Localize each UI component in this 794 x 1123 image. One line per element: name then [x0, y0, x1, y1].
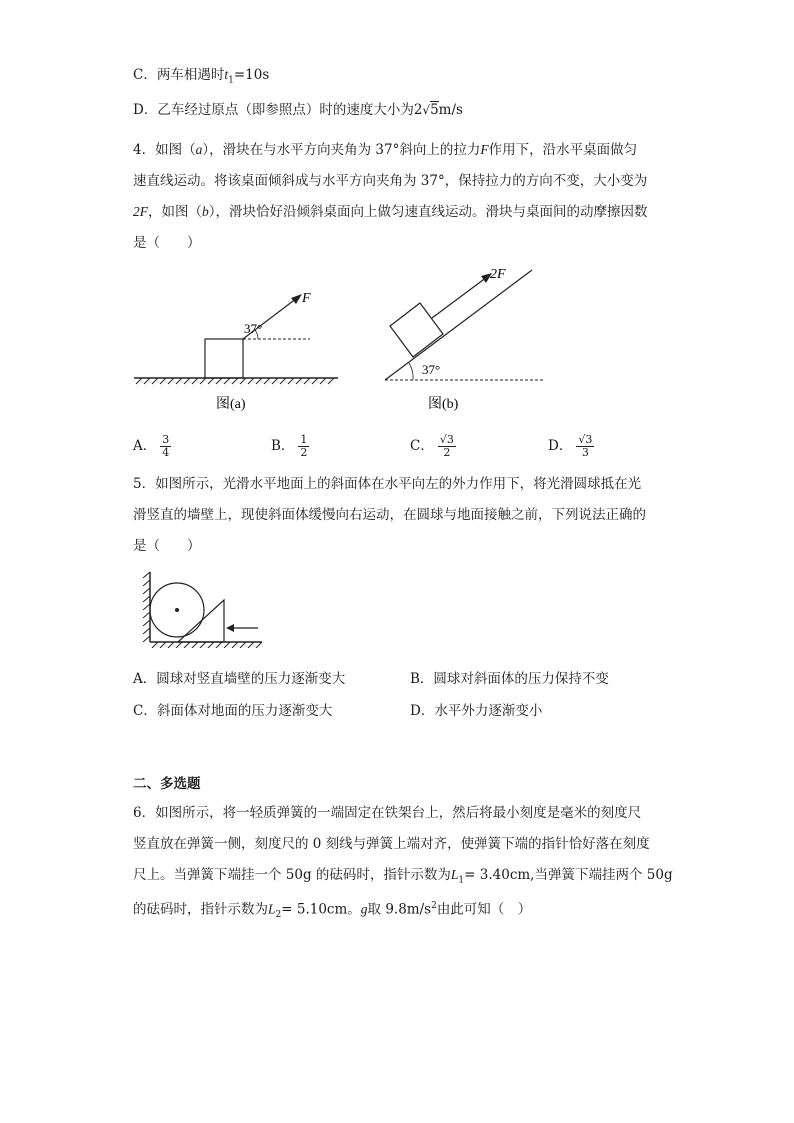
q6-line-1: 6．如图所示，将一轻质弹簧的一端固定在铁架台上，然后将最小刻度是毫米的刻度尺 [133, 805, 642, 821]
q4-option-c: C． $\frac{√3}{2}$ [410, 433, 454, 459]
ground-hatch-a [136, 378, 334, 384]
q4-option-b: B． $\frac{1}{2}$ [271, 433, 308, 459]
force-label-a: F [302, 291, 311, 306]
q5-line-3: 是（ ） [133, 538, 201, 554]
figure-q5 [138, 568, 268, 648]
figure-b [380, 262, 560, 420]
q6-line-4: 的砝码时，指针示数为$L_2= 5.10cm$。g取 $9.8m/s^2$由此可知（ ） [133, 901, 532, 921]
angle-label-a: 37° [244, 321, 263, 336]
q4-line-2: 速直线运动。将该桌面倾斜成与水平方向夹角为 37°，保持拉力的方向不变，大小变为 [133, 173, 648, 189]
block-b [390, 303, 443, 357]
caption-b: 图(b) [428, 397, 459, 412]
angle-label-b: 37° [422, 362, 441, 377]
q4-line-1: 4．如图（a），滑块在与水平方向夹角为 37°斜向上的拉力F作用下，沿水平桌面做匀 [133, 142, 638, 158]
wedge [178, 600, 224, 642]
wall-hatch [143, 572, 150, 642]
q3-option-c: C．两车相遇时$t_1=10s$ [133, 67, 270, 86]
q6-line-3: 尺上。当弹簧下端挂一个 50g 的砝码时，指针示数为$L_1= 3.40cm$,当弹簧下端挂两个 50g [133, 867, 673, 886]
q5-option-c: C．斜面体对地面的压力逐渐变大 [133, 703, 333, 719]
force-label-b: 2F [490, 267, 506, 282]
q5-option-a: A．圆球对竖直墙壁的压力逐渐变大 [133, 671, 346, 687]
q4-line-3: 2F，如图（b），滑块恰好沿倾斜桌面向上做匀速直线运动。滑块与桌面间的动摩擦因数 [133, 204, 648, 220]
q3-option-d: D．乙车经过原点（即参照点）时的速度大小为2√5m/s [133, 102, 463, 118]
floor-hatch [152, 642, 262, 648]
section-heading: 二、多选题 [133, 776, 201, 792]
q5-line-2: 滑竖直的墙壁上，现使斜面体缓慢向右运动，在圆球与地面接触之前，下列说法正确的 [133, 507, 646, 523]
caption-a: 图(a) [216, 397, 246, 412]
q5-option-b: B．圆球对斜面体的压力保持不变 [410, 671, 609, 687]
figure-a [130, 280, 350, 420]
q4-option-d: D． $\frac{√3}{3}$ [548, 433, 593, 459]
q5-line-1: 5．如图所示，光滑水平地面上的斜面体在水平向左的外力作用下，将光滑圆球抵在光 [133, 476, 642, 492]
q4-option-a: A． $\frac{3}{4}$ [133, 433, 170, 459]
force-arrow-b [432, 277, 487, 318]
q4-line-4: 是（ ） [133, 235, 201, 251]
q6-line-2: 竖直放在弹簧一侧，刻度尺的 0 刻线与弹簧上端对齐，使弹簧下端的指针恰好落在刻度 [133, 836, 650, 852]
block-a [205, 339, 243, 378]
q5-option-d: D．水平外力逐渐变小 [410, 703, 543, 719]
